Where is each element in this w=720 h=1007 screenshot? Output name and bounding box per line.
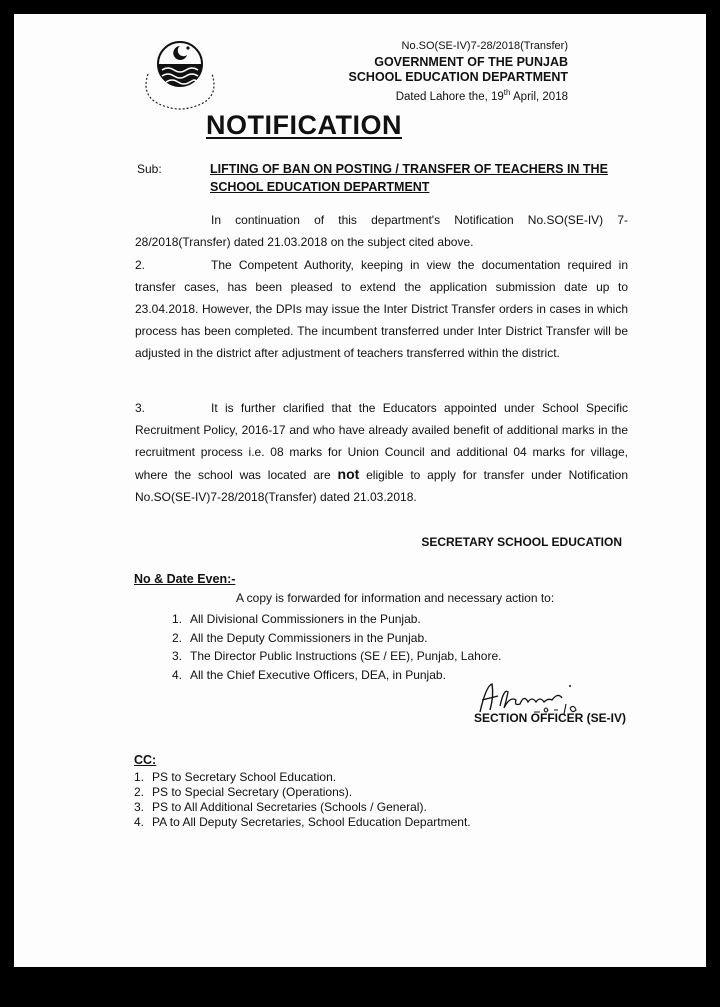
paragraph-1: In continuation of this department's Notification No.SO(SE-IV) 7-28/2018(Transfer) dated 21.03.2018 on the subject cited above.	[135, 213, 628, 249]
list-item: 2. PS to Special Secretary (Operations).	[134, 785, 353, 799]
reference-number: No.SO(SE-IV)7-28/2018(Transfer)	[401, 40, 568, 52]
document-page	[14, 14, 706, 967]
no-date-even-label: No & Date Even:-	[134, 572, 236, 586]
government-heading: GOVERNMENT OF THE PUNJAB	[374, 55, 568, 69]
punjab-government-seal-icon	[130, 36, 230, 116]
section-officer-signatory: SECTION OFFICER (SE-IV)	[473, 711, 626, 725]
paragraph-2: 2. The Competent Authority, keeping in view the documentation required in transfer cases, has been pleased to extend the application submission date up to 23.04.2018. However, the DPIs may issue the Inter District Transfer orders in cases in which process has been completed. The incumbent transferred under Inter District Transfer will be adjusted in the district after adjustment of teachers transferred within the district.	[135, 258, 628, 360]
list-item: 1. All Divisional Commissioners in the Punjab.	[172, 612, 421, 626]
subject-label: Sub:	[137, 162, 162, 176]
paragraph-3: 3. It is further clarified that the Educators appointed under School Specific Recruitment Policy, 2016-17 and who have already availed benefit of additional marks in the recruitment process i.e. 08 marks for Union Council and additional 04 marks for village, where the school was located are not eligible to apply for transfer under Notification No.SO(SE-IV)7-28/2018(Transfer) dated 21.03.2018.	[135, 401, 628, 504]
list-item: 1. PS to Secretary School Education.	[134, 770, 337, 784]
subject-text: LIFTING OF BAN ON POSTING / TRANSFER OF TEACHERS IN THE SCHOOL EDUCATION DEPARTMENT	[210, 162, 608, 194]
list-item: 4. All the Chief Executive Officers, DEA, in Punjab.	[172, 667, 446, 682]
document-title: NOTIFICATION	[206, 110, 402, 140]
emphasis-not: not	[337, 466, 360, 482]
issue-date: Dated Lahore the, 19th April, 2018	[395, 88, 568, 103]
list-item: 3. The Director Public Instructions (SE / EE), Punjab, Lahore.	[172, 649, 502, 663]
list-item: 2. All the Deputy Commissioners in the Punjab.	[172, 630, 428, 645]
distribution-list	[172, 612, 501, 686]
list-item: 3. PS to All Additional Secretaries (Schools / General).	[134, 800, 427, 814]
cc-label: CC:	[134, 753, 157, 767]
cc-list	[134, 770, 471, 830]
department-heading: SCHOOL EDUCATION DEPARTMENT	[348, 70, 568, 84]
list-item: 4. PA to All Deputy Secretaries, School Education Department.	[134, 815, 471, 829]
copy-forwarded-line: A copy is forwarded for information and necessary action to:	[236, 591, 555, 605]
secretary-signatory: SECRETARY SCHOOL EDUCATION	[421, 535, 622, 549]
